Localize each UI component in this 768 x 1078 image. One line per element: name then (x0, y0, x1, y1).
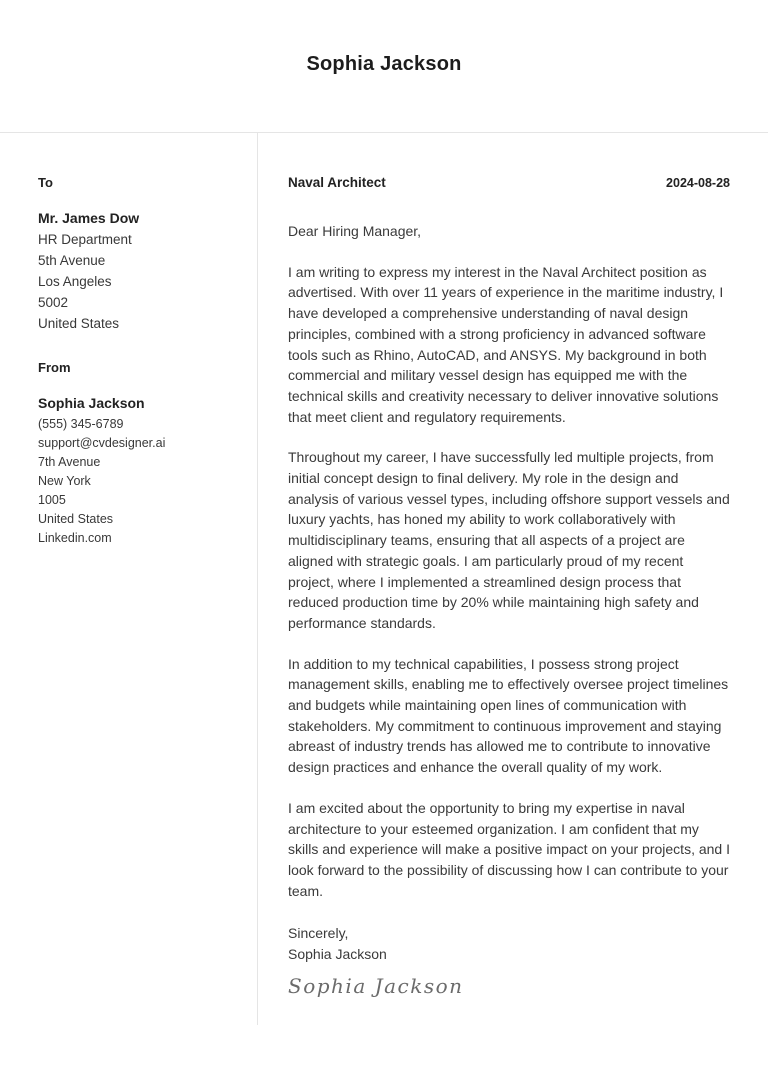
paragraph-4: I am excited about the opportunity to bring my expertise in naval architecture to your esteemed organization. I am confident that my skills and experience will make a positive impact on your projects, and I look forward to the possibility of discussing how I can contribute to your team. (288, 799, 730, 899)
contact-sidebar (0, 133, 258, 1025)
letter-header (0, 0, 768, 133)
sender-linkedin: Linkedin.com (38, 531, 112, 545)
sender-postal-code: 1005 (38, 493, 66, 507)
sender-block (38, 360, 239, 548)
recipient-block (38, 175, 239, 334)
recipient-department: HR Department (38, 232, 132, 247)
paragraph-1: I am writing to express my interest in the Naval Architect position as advertised. With over 11 years of experience in the maritime industry, I have developed a comprehensive understanding of naval design principles, combined with a strong proficiency in advanced software tools such as Rhino, AutoCAD, and ANSYS. My background in both commercial and military vessel design has equipped me with the technical skills and creativity necessary to deliver innovative solutions that meet client and regulatory requirements. (288, 263, 724, 425)
to-label: To (38, 175, 53, 190)
recipient-street: 5th Avenue (38, 253, 106, 268)
paragraph-2: Throughout my career, I have successfully led multiple projects, from initial concept design to final delivery. My role in the design and analysis of various vessel types, including offshore support vessels and luxury yachts, has honed my ability to work collaboratively with multidisciplinary teams, ensuring that all aspects of a project are aligned with strategic goals. I am particularly proud of my recent project, where I implemented a streamlined design process that reduced production time by 20% while maintaining high safety and performance standards. (288, 449, 730, 631)
sender-name: Sophia Jackson (38, 395, 145, 411)
job-title: Naval Architect (288, 175, 386, 190)
from-label: From (38, 360, 71, 375)
recipient-country: United States (38, 316, 120, 331)
letter-date: 2024-08-28 (666, 176, 730, 190)
header-name: Sophia Jackson (306, 53, 462, 75)
letter-body-row (0, 133, 768, 1025)
closing-name: Sophia Jackson (288, 946, 387, 963)
salutation: Dear Hiring Manager, (288, 223, 422, 239)
sender-email: support@cvdesigner.ai (38, 436, 166, 450)
sender-phone: (555) 345-6789 (38, 417, 124, 431)
sender-country: United States (38, 512, 114, 526)
letter-content (258, 133, 768, 1025)
handwritten-signature: Sophia Jackson (288, 973, 464, 998)
recipient-city: Los Angeles (38, 274, 112, 289)
recipient-name: Mr. James Dow (38, 210, 140, 226)
sender-street: 7th Avenue (38, 455, 101, 469)
sender-city: New York (38, 474, 91, 488)
paragraph-3: In addition to my technical capabilities, I possess strong project management skills, enabling me to effectively oversee project timelines and budgets while maintaining open lines of communication with stakeholders. My commitment to continuous improvement and staying abreast of industry trends has allowed me to contribute to innovative design practices and enhance the overall quality of my work. (288, 655, 729, 776)
closing-word: Sincerely, (288, 925, 349, 942)
title-row (288, 175, 730, 190)
closing-block (288, 923, 730, 964)
recipient-postal-code: 5002 (38, 295, 69, 310)
